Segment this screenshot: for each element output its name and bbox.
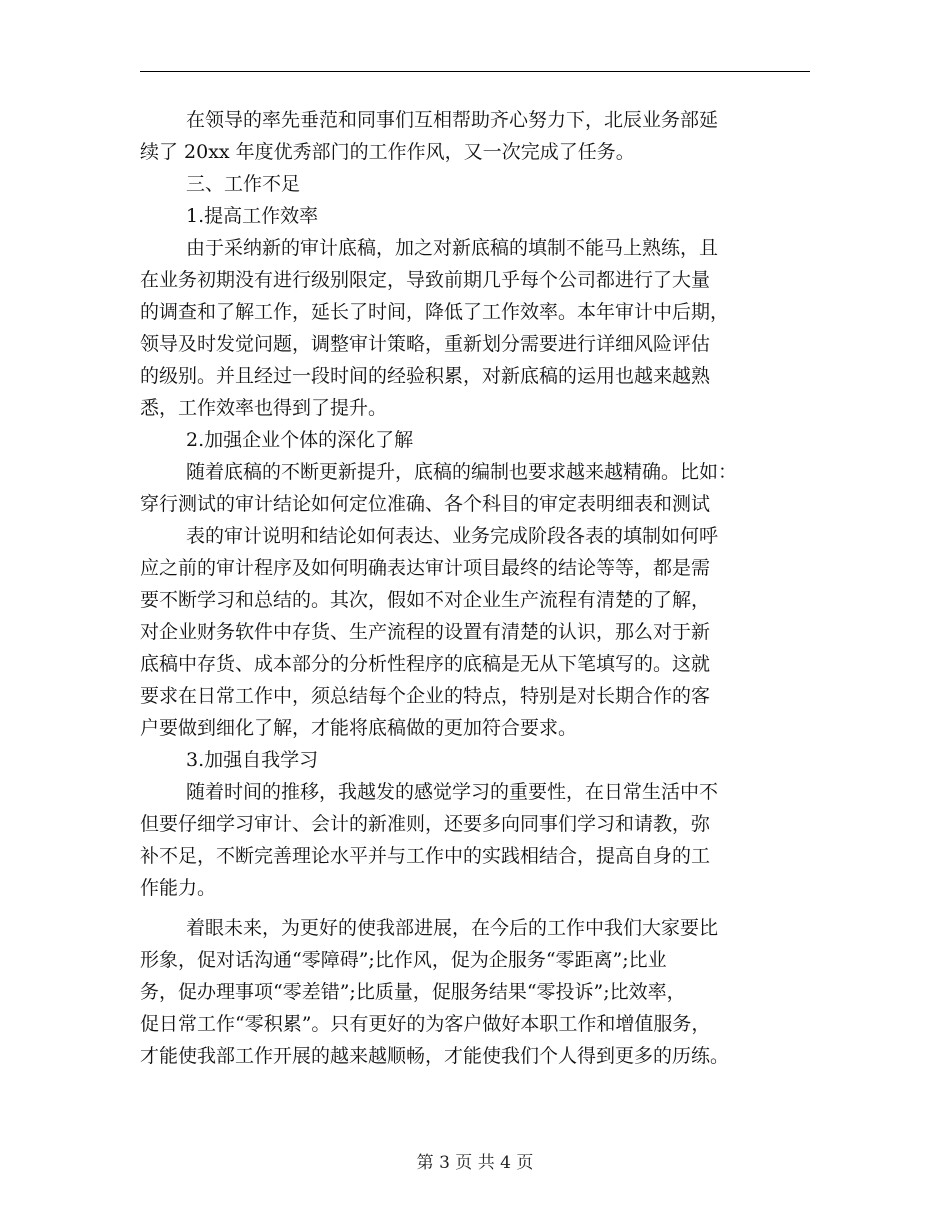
body-line: 着眼未来，为更好的使我部进展，在今后的工作中我们大家要比	[186, 917, 719, 939]
body-line: 在业务初期没有进行级别限定，导致前期几乎每个公司都进行了大量	[140, 269, 711, 291]
body-line: 穿行测试的审计结论如何定位准确、各个科目的审定表明细表和测试	[140, 493, 711, 515]
body-line: 的调查和了解工作，延长了时间，降低了工作效率。本年审计中后期，	[140, 301, 730, 323]
page-number-footer: 第 3 页 共 4 页	[416, 1153, 534, 1173]
subsection-heading: 3.加强自我学习	[186, 749, 319, 771]
body-line: 悉，工作效率也得到了提升。	[140, 397, 388, 419]
section-heading: 三、工作不足	[186, 173, 301, 195]
body-line: 户要做到细化了解，才能将底稿做的更加符合要求。	[140, 717, 578, 739]
body-line: 领导及时发觉问题，调整审计策略，重新划分需要进行详细风险评估	[140, 333, 711, 355]
document-body	[140, 104, 820, 1072]
header-rule	[140, 71, 810, 72]
body-line: 形象，促对话沟通“零障碍”;比作风，促为企服务“零距离”;比业	[140, 949, 667, 971]
body-line: 在领导的率先垂范和同事们互相帮助齐心努力下，北辰业务部延	[186, 109, 719, 131]
subsection-heading: 2.加强企业个体的深化了解	[186, 429, 414, 451]
body-line: 务，促办理事项“零差错”;比质量，促服务结果“零投诉”;比效率，	[140, 981, 686, 1003]
body-line: 续了 20xx 年度优秀部门的工作作风，又一次完成了任务。	[140, 141, 635, 163]
body-line: 要不断学习和总结的。其次，假如不对企业生产流程有清楚的了解，	[140, 589, 711, 611]
body-line: 底稿中存货、成本部分的分析性程序的底稿是无从下笔填写的。这就	[140, 653, 711, 675]
body-line: 作能力。	[140, 877, 217, 899]
body-line: 随着底稿的不断更新提升，底稿的编制也要求越来越精确。比如：	[186, 461, 738, 483]
subsection-heading: 1.提高工作效率	[186, 205, 319, 227]
body-line: 由于采纳新的审计底稿，加之对新底稿的填制不能马上熟练，且	[186, 237, 719, 259]
body-line: 才能使我部工作开展的越来越顺畅，才能使我们个人得到更多的历练。	[140, 1045, 730, 1067]
body-line: 但要仔细学习审计、会计的新准则，还要多向同事们学习和请教，弥	[140, 813, 711, 835]
body-line: 对企业财务软件中存货、生产流程的设置有清楚的认识，那么对于新	[140, 621, 711, 643]
body-line: 的级别。并且经过一段时间的经验积累，对新底稿的运用也越来越熟	[140, 365, 711, 387]
body-line: 表的审计说明和结论如何表达、业务完成阶段各表的填制如何呼	[186, 525, 719, 547]
body-line: 促日常工作“零积累”。只有更好的为客户做好本职工作和增值服务，	[140, 1013, 711, 1035]
body-line: 要求在日常工作中，须总结每个企业的特点，特别是对长期合作的客	[140, 685, 711, 707]
body-line: 应之前的审计程序及如何明确表达审计项目最终的结论等等，都是需	[140, 557, 711, 579]
body-line: 补不足，不断完善理论水平并与工作中的实践相结合，提高自身的工	[140, 845, 711, 867]
body-line: 随着时间的推移，我越发的感觉学习的重要性，在日常生活中不	[186, 781, 719, 803]
